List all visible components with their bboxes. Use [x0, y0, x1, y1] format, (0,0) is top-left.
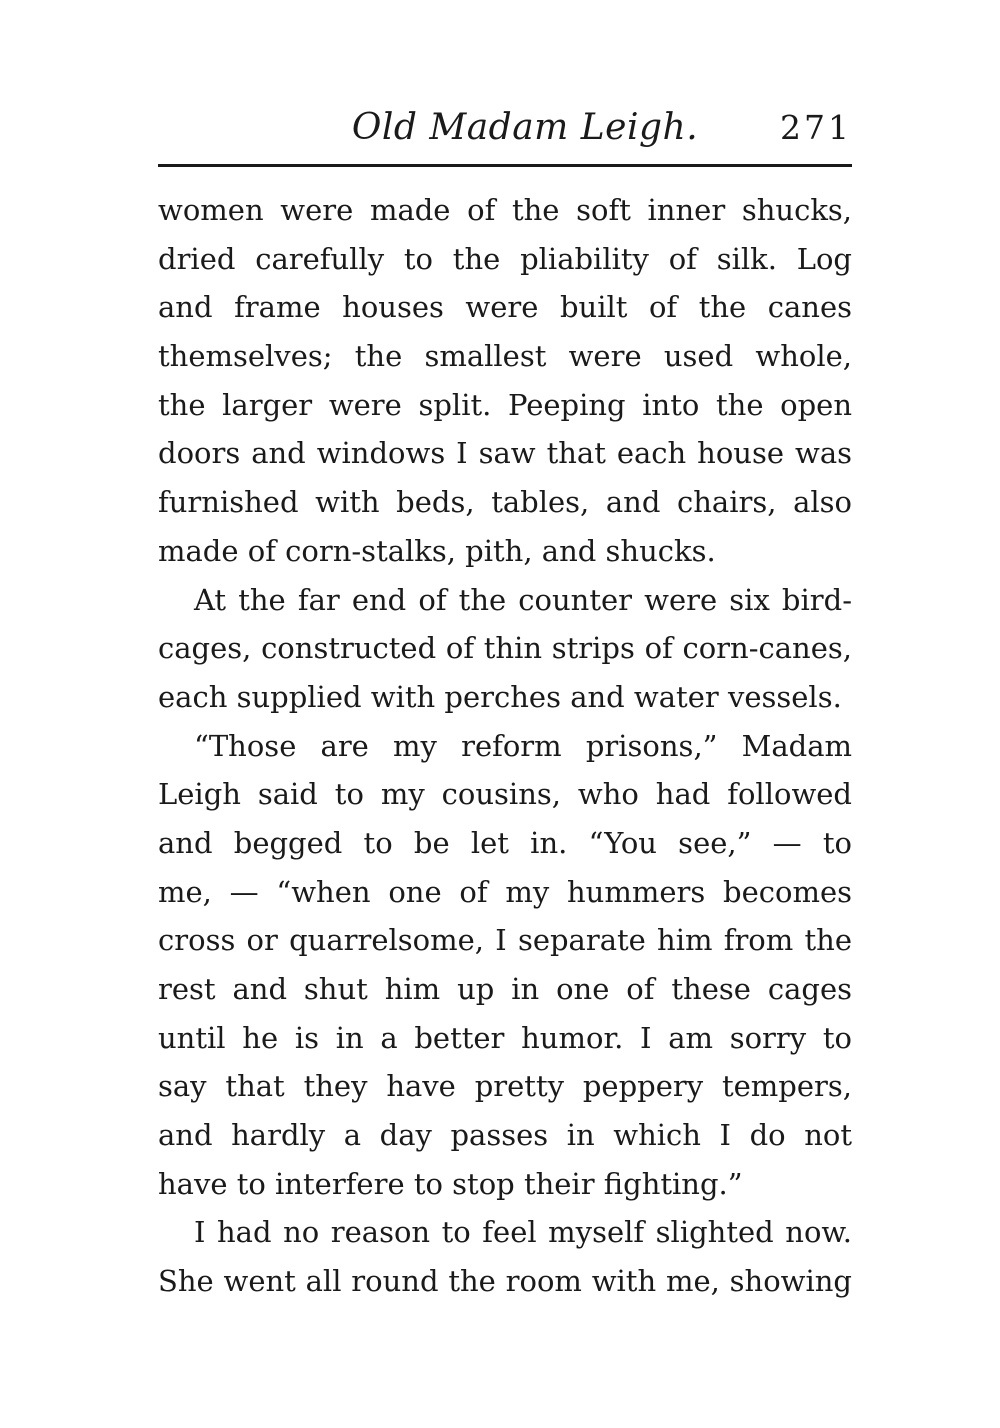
text-line: She went all round the room with me, showing	[158, 1264, 852, 1299]
text-line: each supplied with perches and water vessels.	[158, 679, 842, 714]
page-number: 271	[780, 108, 852, 147]
paragraph	[158, 576, 852, 722]
text-line: themselves; the smallest were used whole,	[158, 339, 852, 374]
paragraph	[158, 186, 852, 576]
text-line: the larger were split. Peeping into the open	[158, 387, 852, 422]
text-line: and frame houses were built of the canes	[158, 290, 852, 325]
text-line: made of corn-stalks, pith, and shucks.	[158, 533, 716, 568]
text-line: cages, constructed of thin strips of corn-canes,	[158, 631, 852, 666]
text-line: and hardly a day passes in which I do not	[158, 1118, 852, 1153]
running-title: Old Madam Leigh.	[351, 107, 699, 148]
text-line: Leigh said to my cousins, who had followed	[158, 777, 852, 812]
text-line: cross or quarrelsome, I separate him from the	[158, 923, 852, 958]
text-line: until he is in a better humor. I am sorry to	[158, 1020, 852, 1055]
text-line: rest and shut him up in one of these cages	[158, 972, 852, 1006]
body-text	[158, 186, 852, 1306]
text-line: me, — “when one of my hummers becomes	[158, 874, 852, 909]
text-line: dried carefully to the pliability of silk. Log	[158, 241, 852, 276]
text-line: have to interfere to stop their fighting.”	[158, 1166, 743, 1201]
text-line: furnished with beds, tables, and chairs, also	[158, 485, 852, 520]
text-line: and begged to be let in. “You see,” — to	[158, 825, 852, 860]
text-line: doors and windows I saw that each house was	[158, 436, 852, 471]
text-line: At the far end of the counter were six bird-	[194, 582, 852, 617]
text-line: say that they have pretty peppery tempers,	[158, 1069, 852, 1104]
paragraph	[158, 722, 852, 1209]
text-line: women were made of the soft inner shucks,	[158, 193, 852, 227]
header-rule	[158, 164, 852, 167]
paragraph	[158, 1208, 852, 1305]
text-line: I had no reason to feel myself slighted now.	[194, 1215, 852, 1250]
page-header	[158, 100, 852, 156]
text-line: “Those are my reform prisons,” Madam	[194, 728, 852, 763]
